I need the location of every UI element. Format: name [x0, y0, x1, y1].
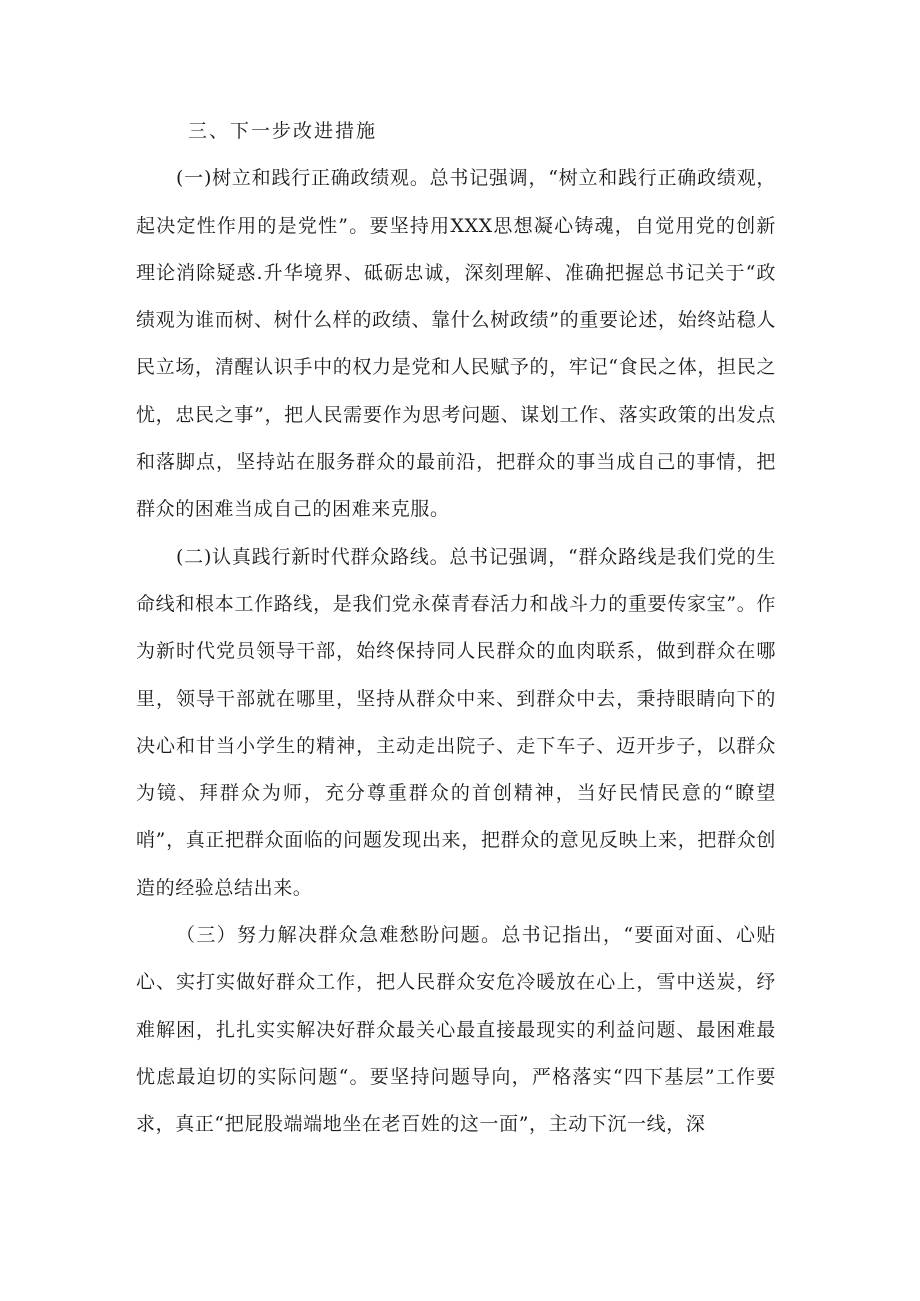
paragraph-1: (一)树立和践行正确政绩观。总书记强调，“树立和践行正确政绩观，起决定性作用的是党性”。要坚持用XXX思想凝心铸魂，自觉用党的创新理论消除疑惑.升华境界、砥砺忠诚，深刻理解、准确把握总书记关于“政绩观为谁而树、树什么样的政绩、靠什么树政绩”的重要论述，始终站稳人民立场，清醒认识手中的权力是党和人民赋予的，牢记“食民之体，担民之忧，忠民之事”，把人民需要作为思考问题、谋划工作、落实政策的出发点和落脚点，坚持站在服务群众的最前沿，把群众的事当成自己的事情，把群众的困难当成自己的困难来克服。: [136, 167, 776, 521]
paragraph-2: (二)认真践行新时代群众路线。总书记强调，“群众路线是我们党的生命线和根本工作路线，是我们党永葆青春活力和战斗力的重要传家宝”。作为新时代党员领导干部，始终保持同人民群众的血肉联系，做到群众在哪里，领导干部就在哪里，坚持从群众中来、到群众中去，秉持眼睛向下的决心和甘当小学生的精神，主动走出院子、走下车子、迈开步子，以群众为镜、拜群众为师，充分尊重群众的首创精神，当好民情民意的“瞭望哨”，真正把群众面临的问题发现出来，把群众的意见反映上来，把群众创造的经验总结出来。: [136, 545, 776, 899]
section-heading: 三、下一步改进措施: [188, 120, 378, 142]
document-body: [136, 108, 776, 1149]
paragraph-3: （三）努力解决群众急难愁盼问题。总书记指出，“要面对面、心贴心、实打实做好群众工作，把人民群众安危冷暖放在心上，雪中送炭，纾难解困，扎扎实实解决好群众最关心最直接最现实的利益问题、最困难最忧虑最迫切的实际问题“。要坚持问题导向，严格落实“四下基层”工作要求，真正“把屁股端端地坐在老百姓的这一面”，主动下沉一线，深: [136, 924, 776, 1136]
